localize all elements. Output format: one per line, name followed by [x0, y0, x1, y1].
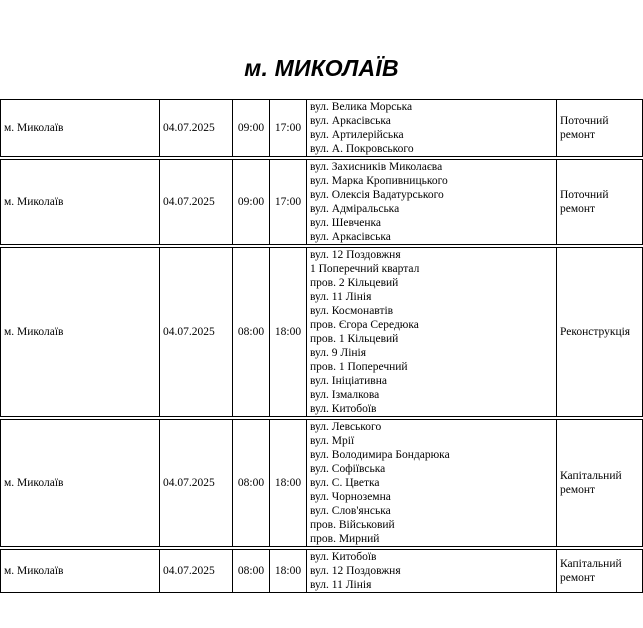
street-line: вул. Володимира Бондарюка — [310, 449, 450, 461]
work-type-cell: Капітальний ремонт — [557, 550, 643, 593]
city-cell: м. Миколаїв — [1, 248, 160, 417]
streets-cell — [307, 160, 557, 245]
street-line: вул. Ізмалкова — [310, 389, 380, 401]
work-type-cell: Реконструкція — [557, 248, 643, 417]
start-time-cell: 08:00 — [233, 248, 270, 417]
end-time-cell: 17:00 — [270, 160, 307, 245]
streets-cell — [307, 248, 557, 417]
street-line: пров. 1 Кільцевий — [310, 333, 399, 345]
street-line: вул. Софіївська — [310, 463, 386, 475]
street-line: вул. Левського — [310, 421, 382, 433]
street-line: вул. С. Цветка — [310, 477, 380, 489]
streets-cell — [307, 420, 557, 547]
street-line: вул. Космонавтів — [310, 305, 394, 317]
work-type-cell: Поточний ремонт — [557, 100, 643, 157]
start-time-cell: 08:00 — [233, 420, 270, 547]
start-time-cell: 08:00 — [233, 550, 270, 593]
street-line: вул. Шевченка — [310, 217, 382, 229]
street-line: вул. 12 Поздовжня — [310, 249, 401, 261]
street-line: пров. 1 Поперечний — [310, 361, 408, 373]
street-line: 1 Поперечний квартал — [310, 263, 420, 275]
date-cell: 04.07.2025 — [160, 248, 233, 417]
street-line: пров. Військовий — [310, 519, 395, 531]
work-type-cell: Поточний ремонт — [557, 160, 643, 245]
end-time-cell: 18:00 — [270, 248, 307, 417]
date-cell: 04.07.2025 — [160, 100, 233, 157]
street-line: вул. Велика Морська — [310, 101, 413, 113]
street-line: вул. Мрії — [310, 435, 355, 447]
street-line: вул. 12 Поздовжня — [310, 565, 401, 577]
end-time-cell: 17:00 — [270, 100, 307, 157]
street-line: вул. 11 Лінія — [310, 579, 372, 591]
street-line: вул. Китобоїв — [310, 551, 377, 563]
street-line: вул. Ініціативна — [310, 375, 387, 387]
street-line: вул. Аркасівська — [310, 231, 391, 243]
date-cell: 04.07.2025 — [160, 160, 233, 245]
street-line: вул. Адміральська — [310, 203, 400, 215]
city-cell: м. Миколаїв — [1, 420, 160, 547]
street-line: вул. Артилерійська — [310, 129, 404, 141]
table-row — [1, 248, 643, 417]
start-time-cell: 09:00 — [233, 160, 270, 245]
street-line: вул. А. Покровського — [310, 143, 414, 155]
end-time-cell: 18:00 — [270, 420, 307, 547]
street-line: вул. Слов'янська — [310, 505, 391, 517]
street-line: вул. Чорноземна — [310, 491, 391, 503]
street-line: вул. Аркасівська — [310, 115, 391, 127]
outage-table — [0, 99, 643, 593]
table-row — [1, 160, 643, 245]
city-cell: м. Миколаїв — [1, 160, 160, 245]
street-line: пров. Мирний — [310, 533, 380, 545]
table-row — [1, 550, 643, 593]
page-title: м. МИКОЛАЇВ — [244, 55, 399, 81]
table-row — [1, 100, 643, 157]
date-cell: 04.07.2025 — [160, 550, 233, 593]
street-line: вул. Китобоїв — [310, 403, 377, 415]
outage-table-body — [1, 100, 643, 593]
table-row — [1, 420, 643, 547]
street-line: пров. Єгора Середюка — [310, 319, 419, 331]
end-time-cell: 18:00 — [270, 550, 307, 593]
start-time-cell: 09:00 — [233, 100, 270, 157]
city-cell: м. Миколаїв — [1, 550, 160, 593]
street-line: вул. 9 Лінія — [310, 347, 367, 359]
city-cell: м. Миколаїв — [1, 100, 160, 157]
date-cell: 04.07.2025 — [160, 420, 233, 547]
street-line: вул. Олексія Вадатурського — [310, 189, 444, 201]
street-line: вул. Марка Кропивницького — [310, 175, 448, 187]
work-type-cell: Капітальний ремонт — [557, 420, 643, 547]
streets-cell — [307, 550, 557, 593]
street-line: вул. Захисників Миколаєва — [310, 161, 443, 173]
street-line: вул. 11 Лінія — [310, 291, 372, 303]
street-line: пров. 2 Кільцевий — [310, 277, 399, 289]
streets-cell — [307, 100, 557, 157]
